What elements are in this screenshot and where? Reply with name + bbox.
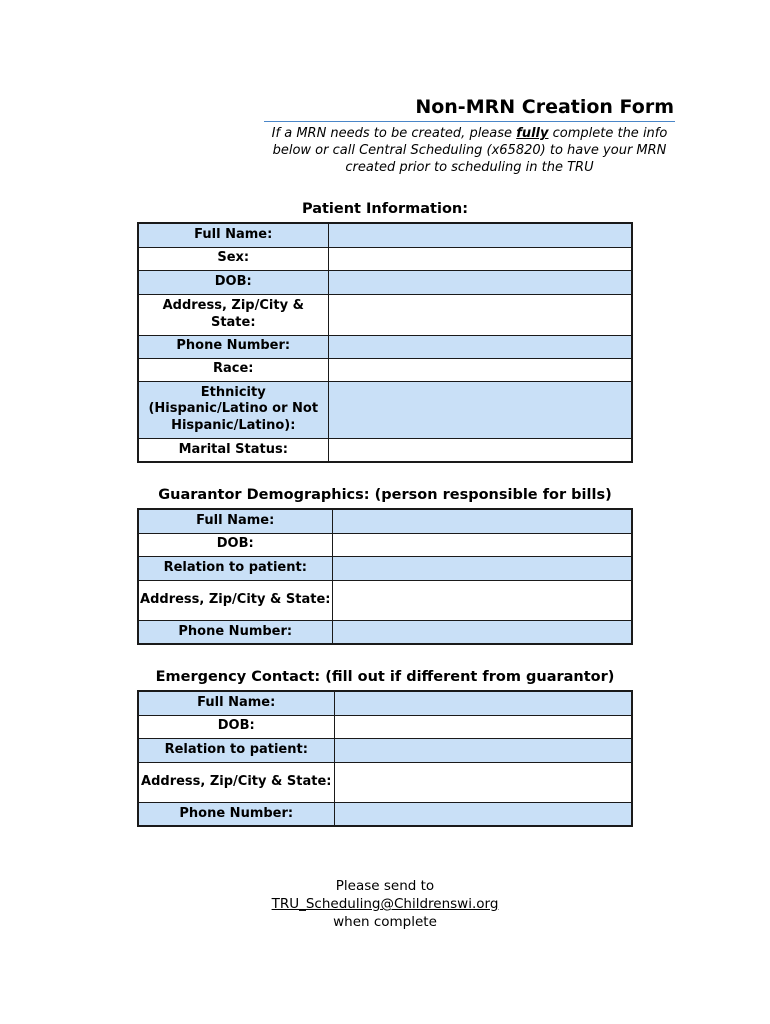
footer-line-1: Please send to xyxy=(335,878,435,894)
field-label: Phone Number: xyxy=(138,620,332,644)
table-row xyxy=(138,802,632,826)
table-row xyxy=(138,381,632,438)
field-label: Relation to patient: xyxy=(138,738,334,762)
field-label: Full Name: xyxy=(138,223,328,247)
email-link[interactable]: TRU_Scheduling@Childrenswi.org xyxy=(271,896,499,912)
field-label: Sex: xyxy=(138,247,328,270)
table-row xyxy=(138,715,632,738)
guarantor-relation-input[interactable] xyxy=(332,556,632,580)
emergency-address-input[interactable] xyxy=(334,762,632,802)
guarantor-dob-input[interactable] xyxy=(332,533,632,556)
table-row xyxy=(138,358,632,381)
patient-sex-input[interactable] xyxy=(328,247,632,270)
field-label: Phone Number: xyxy=(138,335,328,358)
table-row xyxy=(138,580,632,620)
emergency-dob-input[interactable] xyxy=(334,715,632,738)
field-label: Address, Zip/City & State: xyxy=(138,294,328,335)
table-row xyxy=(138,223,632,247)
field-label: Full Name: xyxy=(138,691,334,715)
emergency-full-name-input[interactable] xyxy=(334,691,632,715)
patient-section-title: Patient Information: xyxy=(301,201,469,217)
field-label: Ethnicity (Hispanic/Latino or Not Hispanic/Latino): xyxy=(138,381,328,438)
table-row xyxy=(138,620,632,644)
patient-ethnicity-input[interactable] xyxy=(328,381,632,438)
table-row xyxy=(138,556,632,580)
table-row xyxy=(138,533,632,556)
field-label: DOB: xyxy=(138,533,332,556)
guarantor-table xyxy=(137,508,633,645)
table-row xyxy=(138,270,632,294)
emergency-table xyxy=(137,690,633,827)
patient-full-name-input[interactable] xyxy=(328,223,632,247)
title-underline xyxy=(264,121,675,122)
table-row xyxy=(138,691,632,715)
table-row xyxy=(138,247,632,270)
guarantor-section-title: Guarantor Demographics: (person responsible for bills) xyxy=(158,487,612,503)
intro-before: If a MRN needs to be created, please xyxy=(271,126,517,141)
field-label: Race: xyxy=(138,358,328,381)
field-label: Relation to patient: xyxy=(138,556,332,580)
patient-table xyxy=(137,222,633,463)
patient-address-input[interactable] xyxy=(328,294,632,335)
intro-text xyxy=(264,125,675,176)
emergency-relation-input[interactable] xyxy=(334,738,632,762)
field-label: Address, Zip/City & State: xyxy=(138,762,334,802)
intro-emphasis: fully xyxy=(516,126,549,141)
table-row xyxy=(138,335,632,358)
emergency-section-title: Emergency Contact: (fill out if different from guarantor) xyxy=(155,669,615,685)
footer-note xyxy=(235,877,535,931)
field-label: Phone Number: xyxy=(138,802,334,826)
table-row xyxy=(138,438,632,462)
patient-marital-status-input[interactable] xyxy=(328,438,632,462)
field-label: DOB: xyxy=(138,270,328,294)
field-label: Marital Status: xyxy=(138,438,328,462)
patient-dob-input[interactable] xyxy=(328,270,632,294)
table-row xyxy=(138,294,632,335)
guarantor-full-name-input[interactable] xyxy=(332,509,632,533)
field-label: Full Name: xyxy=(138,509,332,533)
form-title: Non-MRN Creation Form xyxy=(415,96,674,118)
field-label: DOB: xyxy=(138,715,334,738)
emergency-phone-input[interactable] xyxy=(334,802,632,826)
patient-race-input[interactable] xyxy=(328,358,632,381)
field-label: Address, Zip/City & State: xyxy=(138,580,332,620)
patient-phone-input[interactable] xyxy=(328,335,632,358)
footer-line-3: when complete xyxy=(333,914,437,930)
table-row xyxy=(138,509,632,533)
table-row xyxy=(138,762,632,802)
table-row xyxy=(138,738,632,762)
intro-after: complete the info below or call Central Scheduling (x65820) to have your MRN created prior to scheduling in the TRU xyxy=(272,126,668,175)
guarantor-phone-input[interactable] xyxy=(332,620,632,644)
guarantor-address-input[interactable] xyxy=(332,580,632,620)
